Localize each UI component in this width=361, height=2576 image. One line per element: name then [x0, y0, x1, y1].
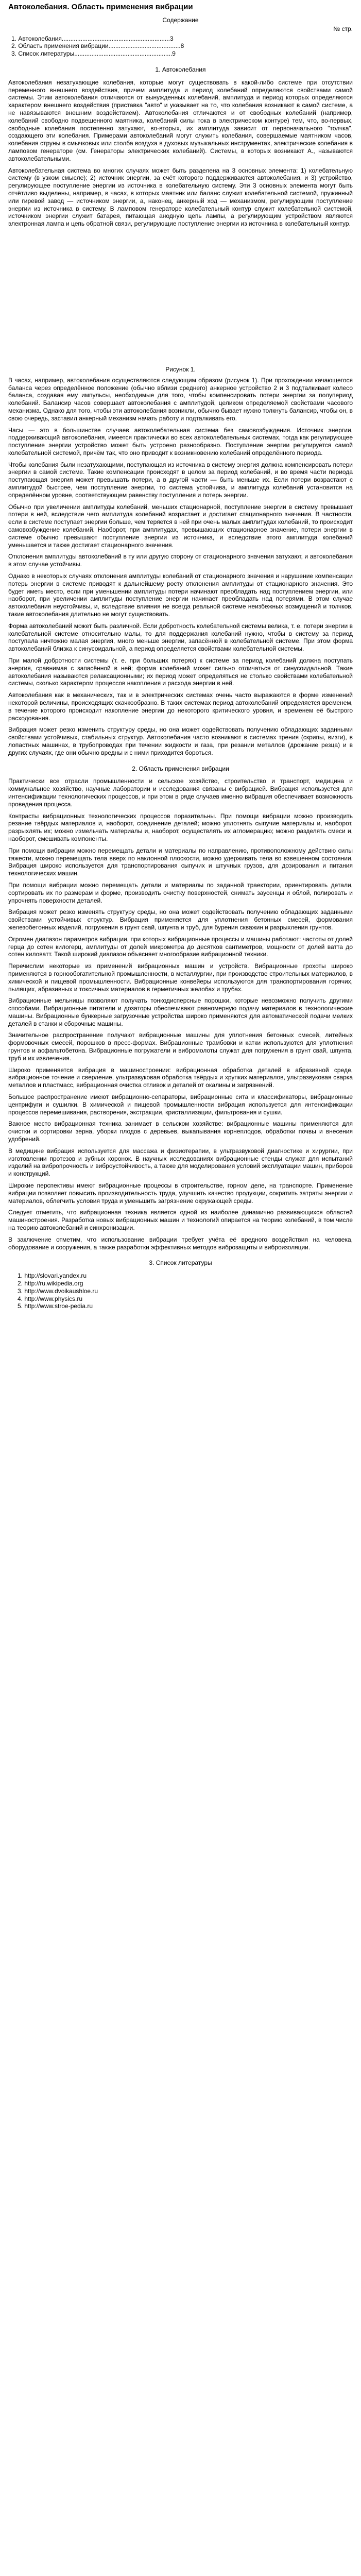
paragraph: Следует отметить, что вибрационная техника является одной из наиболее динамично развивающихся областей машиностроения. Разработка новых вибрационных машин и технологий опирается на теорию колебаний, в том числе на теорию автоколебаний и синхронизации.	[8, 1209, 353, 1232]
reference-link[interactable]: 4. http://www.physics.ru	[18, 1295, 83, 1302]
paragraph: Практически все отрасли промышленности и сельское хозяйство, строительство и транспорт, медицина и коммунальное хозяйство, научные лаборатории и исследования связаны с вибрацией. Вибрация используется для интенсификации технологических процессов, и при этом в ряде случаев именно вибрация обеспечивает возможность проведения процесса.	[8, 777, 353, 808]
paragraph: Важное место вибрационная техника занимает в сельском хозяйстве: вибрационные машины применяются для очистки и сортировки зерна, уборки плодов с деревьев, выкапывания корнеплодов, обработки почвы и внесения удобрений.	[8, 1120, 353, 1143]
section1-body	[8, 79, 353, 228]
reference-link[interactable]: 1. http://slovari.yandex.ru	[18, 1272, 87, 1280]
section-heading-vibration-applications: 2. Область применения вибрации	[132, 765, 229, 772]
paragraph: В медицине вибрация используется для массажа и физиотерапии, в ультразвуковой диагностике и хирургии, при изготовлении протезов и зубных коронок. В научных исследованиях вибрационные стенды служат для испытаний изделий на вибропрочность и виброустойчивость, а также для моделирования условий эксплуатации машин, приборов и конструкций.	[8, 1147, 353, 1178]
paragraph: Значительное распространение получают вибрационные машины для уплотнения бетонных смесей, литейных формовочных смесей, порошков в пресс-формах. Вибрационные трамбовки и катки используются для уплотнения грунтов и асфальтобетона. Вибрационные погружатели и вибромолоты служат для погружения в грунт свай, шпунта, труб и их извлечения.	[8, 1031, 353, 1062]
paragraph: Вибрационные мельницы позволяют получать тонкодисперсные порошки, которые невозможно получить другими способами. Вибрационные питатели и дозаторы обеспечивают равномерную подачу материалов в технологические машины. Вибрационные бункерные загрузочные устройства широко применяются для автоматической подачи мелких деталей в станки и сборочные машины.	[8, 997, 353, 1027]
table-of-contents	[8, 35, 353, 58]
reference-link[interactable]: 3. http://www.dvoikaushloe.ru	[18, 1287, 98, 1295]
paragraph: В часах, например, автоколебания осуществляются следующим образом (рисунок 1). При прохождении качающегося баланса через определённое положение (обычно вблизи среднего) анкерное устройство 2 и 3 подталкивает колесо баланса, создавая ему импульсы, необходимые для того, чтобы компенсировать потери энергии за полупериод колебаний. Балансир часов совершает автоколебания с амплитудой, целиком определяемой свойствами часового механизма. Однако для того, чтобы эти автоколебания возникли, обычно бывает нужно толкнуть балансир, чтобы он, в свою очередь, заставил анкерный механизм начать работу и подталкивать его.	[8, 376, 353, 422]
reference-item	[18, 1295, 353, 1303]
reference-item	[18, 1272, 353, 1280]
toc-item[interactable]: 1. Автоколебания...............................................................3	[11, 35, 174, 42]
toc-item[interactable]: 2. Область применения вибрации..........................................8	[11, 42, 184, 50]
paragraph: Отклонения амплитуды автоколебаний в ту или другую сторону от стационарного значения затухают, и автоколебания в этом случае устойчивы.	[8, 553, 353, 568]
paragraph: Вибрация может резко изменять структуру среды, но она может содействовать получению обладающих заданными свойствами устойчивых структур. Вибрация применяется для уплотнения бетонных смесей, формования железобетонных изделий, погружения в грунт свай, шпунта и труб, для бурения скважин и разрыхления грунтов.	[8, 908, 353, 931]
section1-continued-body	[8, 377, 353, 757]
toc-item[interactable]: 3. Список литературы.........................................................9	[11, 50, 176, 58]
figure-1-placeholder	[8, 232, 353, 361]
reference-item	[18, 1280, 353, 1287]
paragraph: Перечислим некоторые из применений вибрационных машин и устройств. Вибрационные грохоты широко применяются в горнообогатительной промышленности, в металлургии, при производстве строительных материалов, в химической и пищевой промышленности. Вибрационные конвейеры используются для транспортирования горячих, пылящих, абразивных и токсичных материалов в герметичных желобах и трубах.	[8, 962, 353, 993]
paragraph: Автоколебания как в механических, так и в электрических системах очень часто выражаются в форме изменений некоторой величины, происходящих скачкообразно. В таких системах период автоколебаний определяется временем, в течение которого происходит накопление энергии до некоторого критического уровня, и временем её быстрого расходования.	[8, 691, 353, 722]
paragraph: При малой добротности системы (т. е. при больших потерях) к системе за период колебаний должна поступать энергия, сравнимая с запасённой в ней; форма колебаний может сильно отличаться от синусоидальной. Такие автоколебания называются релаксационными; их период может определяться не столько свойствами колебательной системы, сколько характером процессов накопления и расхода энергии в ней.	[8, 657, 353, 687]
paragraph: Огромен диапазон параметров вибрации, при которых вибрационные процессы и машины работают: частоты от долей герца до сотен килогерц, амплитуды от долей микрометра до десятков сантиметров, мощности от долей ватта до сотен киловатт. Такой широкий диапазон объясняет многообразие вибрационной техники.	[8, 935, 353, 958]
paragraph: В заключение отметим, что использование вибрации требует учёта её вредного воздействия на человека, оборудование и сооружения, а также разработки эффективных методов виброзащиты и виброизоляции.	[8, 1235, 353, 1251]
section-heading-autooscillations: 1. Автоколебания	[155, 65, 206, 73]
toc-page-label: № стр.	[333, 25, 353, 32]
paragraph: Автоколебания незатухающие колебания, которые могут существовать в какой-либо системе при отсутствии переменного внешнего воздействия, причем амплитуда и период колебаний определяются свойствами самой системы. Этим автоколебания отличаются от вынужденных колебаний, амплитуда и период которых определяются характером внешнего воздействия (приставка "авто" и указывает на то, что колебания возникают в самой системе, а не навязываются внешним воздействием). Автоколебания отличаются и от свободных колебаний (например, колебаний свободно подвешенного маятника, колебаний силы тока в электрическом контуре) тем, что, во-первых, свободные колебания постепенно затухают, во-вторых, их амплитуда зависит от первоначального "толчка", создающего эти колебания. Примерами автоколебаний могут служить колебания, совершаемые маятником часов, колебания струны в смычковых или столба воздуха в духовых музыкальных инструментах, электрические колебания в ламповом генераторе (см. Генераторы электрических колебаний). Системы, в которых возникают А., называются автоколебательными.	[8, 78, 353, 162]
section2-body	[8, 777, 353, 1251]
paragraph: При помощи вибрации можно перемещать детали и материалы по заданной траектории, ориентировать детали, сортировать их по размерам и форме, производить очистку поверхностей, снимать заусенцы и облой, полировать и упрочнять поверхности деталей.	[8, 881, 353, 904]
paragraph: Большое распространение имеют вибрационно-сепараторы, вибрационные сита и классификаторы, вибрационные центрифуги и сушилки. В химической и пищевой промышленности вибрация используется для интенсификации процессов перемешивания, растворения, экстракции, кристаллизации, фильтрования и сушки.	[8, 1093, 353, 1116]
figure-caption: Рисунок 1.	[165, 365, 196, 373]
paragraph: Автоколебательная система во многих случаях может быть разделена на 3 основных элемента: 1) колебательную систему (в узком смысле); 2) источник энергии, за счёт которого поддерживаются автоколебания, и 3) устройство, регулирующее поступление энергии из источника в колебательную систему. Эти 3 основных элемента могут быть отчётливо выделены, например, в часах, в которых маятник или баланс служит колебательной системой, пружинный или гиревой завод — источником энергии, а, наконец, анкерный ход — механизмом, регулирующим поступление энергии из источника в систему. В ламповом генераторе колебательный контур служит колебательной системой, источником энергии служит батарея, питающая анодную цепь лампы, а регулирующим устройством являются электронная лампа и цепь обратной связи, регулирующие поступление энергии из источника в колебательный контур.	[8, 166, 353, 228]
paragraph: Контрасты вибрационных технологических процессов поразительны. При помощи вибрации можно производить резание твёрдых материалов и, наоборот, соединение деталей; можно уплотнять сыпучие материалы и, наоборот, разрыхлять их; можно измельчать материалы и, наоборот, осуществлять их агломерацию; можно разделять смеси и, наоборот, смешивать компоненты.	[8, 812, 353, 842]
toc-heading: Содержание	[162, 16, 199, 24]
reference-link[interactable]: 2. http://ru.wikipedia.org	[18, 1280, 83, 1287]
paragraph: Часы — это в большинстве случаев автоколебательная система без самовозбуждения. Источник энергии, поддерживающий автоколебания, имеется практически во всех автоколебательных системах, тогда как регулирующее поступление энергии устройство может быть устроено разнообразно. Поступление энергии регулируется самой колебательной системой, причём так, что оно приводит к возникновению колебаний определённого периода.	[8, 426, 353, 456]
reference-item	[18, 1287, 353, 1295]
paragraph: Чтобы колебания были незатухающими, поступающая из источника в систему энергия должна компенсировать потери энергии в самой системе. Такие компенсации происходят в целом за период колебаний, и во время части периода поступающая энергия может превышать потери, а в другой части — быть меньше их. Если потери возрастают с амплитудой быстрее, чем поступление энергии, то система устойчива, и амплитуда колебаний установится на определённом уровне, соответствующем равенству поступления и потерь энергии.	[8, 461, 353, 499]
reference-list	[8, 1272, 353, 1310]
paragraph: Форма автоколебаний может быть различной. Если добротность колебательной системы велика, т. е. потери энергии в колебательной системе относительно малы, то для поддержания колебаний нужно, чтобы в систему за период поступала ничтожно малая энергия, много меньше энергии, запасённой в колебательной системе. При этом форма автоколебаний близка к синусоидальной, а период определяется свойствами колебательной системы.	[8, 622, 353, 653]
paragraph: При помощи вибрации можно перемещать детали и материалы по направлению, противоположному действию силы тяжести, можно перемещать тела вверх по наклонной плоскости, можно удерживать тела во взвешенном состоянии. Вибрация широко используется для транспортирования сыпучих и штучных грузов, для дозирования и питания технологических машин.	[8, 846, 353, 877]
section-heading-references: 3. Список литературы	[149, 1259, 212, 1267]
reference-item	[18, 1302, 353, 1310]
document-title: Автоколебания. Область применения вибрации	[8, 3, 193, 11]
paragraph: Широкие перспективы имеют вибрационные процессы в строительстве, горном деле, на транспорте. Применение вибрации позволяет повысить производительность труда, улучшить качество продукции, сократить затраты энергии и материалов, облегчить условия труда и уменьшить загрязнение окружающей среды.	[8, 1182, 353, 1205]
paragraph: Обычно при увеличении амплитуды колебаний, меньших стационарной, поступление энергии в систему превышает потери в ней, вследствие чего амплитуда колебаний возрастает и достигает стационарного значения. В частности, если в системе поступает энергии больше, чем теряется в ней при очень малых амплитудах колебаний, то происходит самовозбуждение колебаний. Наоборот, при амплитудах, превышающих стационарное значение, потери энергии в системе обычно превышают поступление энергии из источника, и вследствие этого амплитуда колебаний уменьшается и также достигает стационарного значения.	[8, 503, 353, 549]
reference-link[interactable]: 5. http://www.stroe-pedia.ru	[18, 1302, 93, 1310]
paragraph: Однако в некоторых случаях отклонения амплитуды колебаний от стационарного значения и нарушение компенсации потерь энергии в системе приводят к дальнейшему росту отклонения амплитуды от стационарного значения. Это будет иметь место, если при уменьшении амплитуды потери начинают преобладать над поступлением энергии, или наоборот, при увеличении амплитуды поступление энергии начинает преобладать над потерями. В этом случае автоколебания неустойчивы, и, вследствие влияния не всегда реальной системе неизбежных возмущений и толчков, такие автоколебания длительно не могут существовать.	[8, 572, 353, 618]
paragraph: Вибрация может резко изменить структуру среды, но она может содействовать получению обладающих заданными свойствами устойчивых, стабильных структур. Автоколебания часто возникают в системах трения (скрипы, визги), в лопастных машинах, в трубопроводах при течении жидкости и газа, при резании металлов (дрожание резца) и в других случаях, где они обычно вредны и с ними приходится бороться.	[8, 726, 353, 756]
paragraph: Широко применяется вибрация в машиностроении: вибрационная обработка деталей в абразивной среде, вибрационное точение и сверление, ультразвуковая обработка твёрдых и хрупких материалов, ультразвуковая сварка металлов и пластмасс, вибрационная очистка отливок и деталей от окалины и загрязнений.	[8, 1066, 353, 1089]
